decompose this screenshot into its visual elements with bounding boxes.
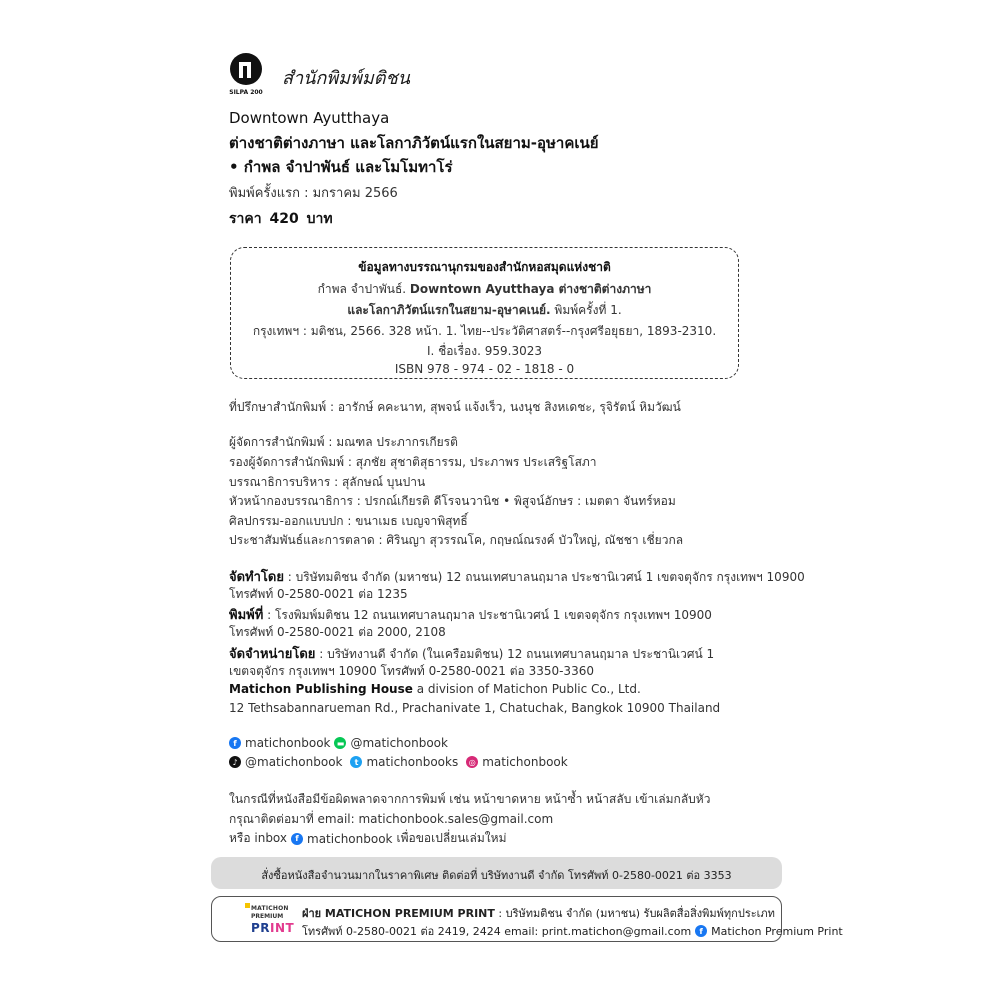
distributor-line — [229, 643, 714, 664]
premium-print-line-1 — [302, 904, 775, 922]
staff-line: รองผู้จัดการสำนักพิมพ์ : สุภชัย สุชาติสุธารรม, ประภาพร ประเสริฐโสภา — [229, 455, 597, 469]
errata-line-1: ในกรณีที่หนังสือมีข้อผิดพลาดจากการพิมพ์ เช่น หน้าขาดหาย หน้าซ้ำ หน้าสลับ เข้าเล่มกลับหัว — [229, 792, 711, 806]
staff-advisors: ที่ปรึกษาสำนักพิมพ์ : อารักษ์ คคะนาท, สุพจน์ แจ้งเร็ว, นงนุช สิงหเดชะ, รุจิรัตน์ หิมวัฒน์ — [229, 400, 681, 414]
tiktok-handle[interactable]: @matichonbook — [245, 755, 343, 769]
cip-box — [230, 247, 739, 379]
premium-print-desc: : บริษัทมติชน จำกัด (มหาชน) รับผลิตสื่อสิ่งพิมพ์ทุกประเภท — [494, 907, 775, 920]
book-authors: • กำพล จำปาพันธ์ และโมโมทาโร่ — [229, 158, 453, 176]
staff-line: บรรณาธิการบริหาร : สุลักษณ์ บุนปาน — [229, 475, 426, 489]
printer-line — [229, 604, 712, 625]
book-title-th: ต่างชาติต่างภาษา และโลกาภิวัตน์แรกในสยาม-อุษาคเนย์ — [229, 134, 599, 152]
premium-logo-int: INT — [270, 921, 295, 935]
line-icon: ▬ — [334, 737, 346, 749]
premium-logo-pr: PR — [251, 921, 271, 935]
errata-exchange-text: เพื่อขอเปลี่ยนเล่มใหม่ — [396, 831, 507, 845]
premium-logo-line-2: PREMIUM — [251, 913, 284, 920]
facebook-icon: f — [229, 737, 241, 749]
publishing-house-address: 12 Tethsabannarueman Rd., Prachanivate 1, Chatuchak, Bangkok 10900 Thailand — [229, 701, 721, 715]
staff-line: หัวหน้ากองบรรณาธิการ : ปรกณ์เกียรติ ดีโรจนวานิช • พิสูจน์อักษร : เมตตา จันทร์หอม — [229, 494, 676, 508]
distributor-text: : บริษัทงานดี จำกัด (ในเครือมติชน) 12 ถนนเทศบาลนฤมาล ประชานิเวศน์ 1 — [315, 647, 715, 661]
silpa-logo-icon — [229, 52, 263, 96]
facebook-icon: f — [291, 833, 303, 845]
cip-line-1 — [231, 280, 738, 299]
bulk-order-bar — [211, 857, 782, 889]
publishing-house-name: Matichon Publishing House — [229, 682, 413, 696]
premium-print-logo — [245, 903, 295, 937]
publishing-house-division: a division of Matichon Public Co., Ltd. — [412, 682, 641, 696]
premium-print-facebook[interactable]: Matichon Premium Print — [711, 924, 843, 938]
premium-logo-line-3 — [251, 921, 294, 935]
cip-title-1: Downtown Ayutthaya ต่างชาติต่างภาษา — [409, 282, 652, 296]
premium-print-line-2 — [302, 922, 843, 940]
cip-title-2: และโลกาภิวัตน์แรกในสยาม-อุษาคเนย์. — [347, 303, 551, 317]
cip-author: กำพล จำปาพันธ์. — [317, 282, 407, 296]
line-handle[interactable]: @matichonbook — [350, 736, 448, 750]
book-title-en: Downtown Ayutthaya — [229, 109, 390, 127]
book-edition: พิมพ์ครั้งแรก : มกราคม 2566 — [229, 186, 398, 201]
cip-edition: พิมพ์ครั้งที่ 1. — [550, 303, 622, 317]
premium-print-contact: โทรศัพท์ 0-2580-0021 ต่อ 2419, 2424 email: print.matichon@gmail.com — [302, 925, 692, 938]
premium-logo-line-1: MATICHON — [251, 905, 289, 912]
svg-text:SILPA 200: SILPA 200 — [229, 89, 263, 96]
publishing-house-line — [229, 682, 641, 696]
instagram-icon: ◎ — [466, 756, 478, 768]
producer-phone: โทรศัพท์ 0-2580-0021 ต่อ 1235 — [229, 587, 408, 601]
cip-line-4: I. ชื่อเรื่อง. 959.3023 — [426, 344, 543, 358]
cip-line-2 — [231, 301, 738, 320]
instagram-handle[interactable]: matichonbook — [482, 755, 568, 769]
logo-accent-dot — [245, 903, 250, 908]
printer-phone: โทรศัพท์ 0-2580-0021 ต่อ 2000, 2108 — [229, 625, 446, 639]
staff-line: ศิลปกรรม-ออกแบบปก : ขนาเมธ เบญจาพิสุทธิ์ — [229, 514, 468, 528]
twitter-icon: t — [350, 756, 362, 768]
cip-line-3: กรุงเทพฯ : มติชน, 2566. 328 หน้า. 1. ไทย--ประวัติศาสตร์--กรุงศรีอยุธยา, 1893-2310. — [252, 324, 717, 338]
errata-inbox-label: หรือ inbox — [229, 831, 288, 845]
premium-print-box — [211, 896, 843, 942]
facebook-handle[interactable]: matichonbook — [245, 736, 331, 750]
printer-label: พิมพ์ที่ — [229, 608, 264, 623]
staff-line: ผู้จัดการสำนักพิมพ์ : มณฑล ประภากรเกียรติ — [229, 435, 458, 449]
producer-text: : บริษัทมติชน จำกัด (มหาชน) 12 ถนนเทศบาลนฤมาล ประชานิเวศน์ 1 เขตจตุจักร กรุงเทพฯ 10900 — [283, 570, 805, 584]
cip-isbn: ISBN 978 - 974 - 02 - 1818 - 0 — [394, 362, 575, 376]
facebook-icon: f — [695, 925, 707, 937]
distributor-label: จัดจำหน่ายโดย — [229, 647, 316, 662]
twitter-handle[interactable]: matichonbooks — [366, 755, 459, 769]
tiktok-icon: ♪ — [229, 756, 241, 768]
printer-text: : โรงพิมพ์มติชน 12 ถนนเทศบาลนฤมาล ประชานิเวศน์ 1 เขตจตุจักร กรุงเทพฯ 10900 — [263, 608, 712, 622]
distributor-phone: เขตจตุจักร กรุงเทพฯ 10900 โทรศัพท์ 0-2580-0021 ต่อ 3350-3360 — [229, 664, 594, 678]
producer-line — [229, 566, 805, 587]
producer-label: จัดทำโดย — [229, 570, 284, 585]
errata-line-2: กรุณาติดต่อมาที่ email: matichonbook.sales@gmail.com — [229, 812, 554, 826]
social-row-1 — [229, 736, 448, 750]
errata-line-3 — [229, 829, 506, 848]
social-row-2 — [229, 755, 568, 769]
bulk-order-text: สั่งซื้อหนังสือจำนวนมากในราคาพิเศษ ติดต่อที่ บริษัทงานดี จำกัด โทรศัพท์ 0-2580-0021 ต่อ 3353 — [261, 869, 732, 882]
cip-heading: ข้อมูลทางบรรณานุกรมของสำนักหอสมุดแห่งชาติ — [358, 260, 611, 274]
book-price: ราคา 420 บาท — [229, 211, 333, 227]
errata-facebook-handle[interactable]: matichonbook — [307, 831, 393, 846]
staff-line: ประชาสัมพันธ์และการตลาด : ศิรินญา สุวรรณโค, กฤษณ์ณรงค์ บัวใหญ่, ณัชชา เชี่ยวกล — [229, 533, 684, 547]
publisher-logo-script: สำนักพิมพ์มติชน — [282, 68, 410, 89]
premium-print-label: ฝ่าย MATICHON PREMIUM PRINT — [302, 907, 495, 920]
